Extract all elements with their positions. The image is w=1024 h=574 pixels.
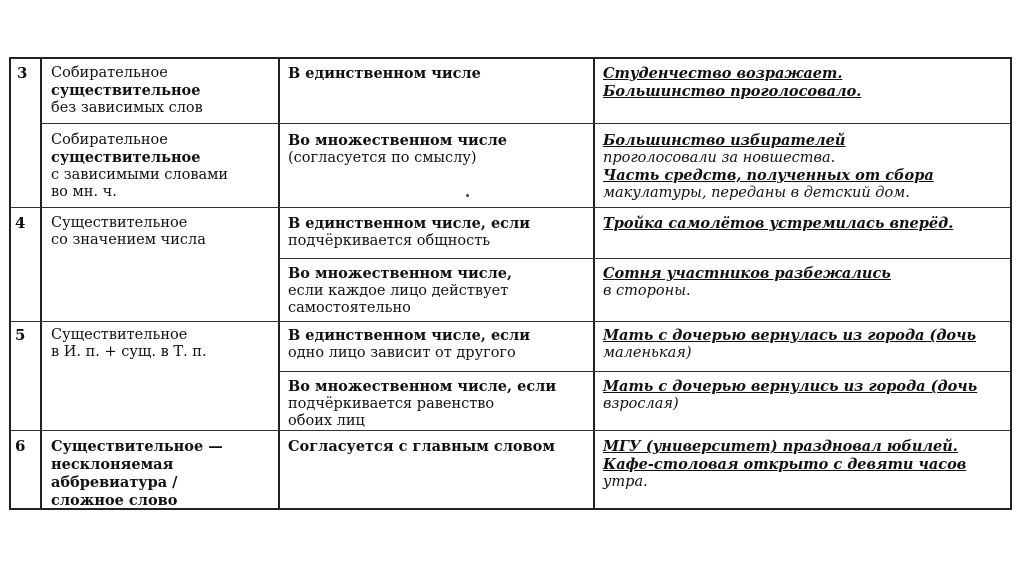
subject-cell (51, 65, 203, 117)
subject-line: со значением числа (51, 232, 206, 248)
example-cell (603, 378, 977, 413)
subject-line: Существительное (51, 215, 188, 231)
subject-cell (51, 327, 207, 361)
rule-line: если каждое лицо действует (288, 283, 509, 299)
example-line: Студенчество возражает. (603, 65, 843, 82)
row-number: 4 (15, 214, 26, 232)
row-divider (278, 371, 1010, 372)
example-line: проголосовали за новшества. (603, 150, 836, 166)
example-line: Мать с дочерью вернулась из города (дочь (603, 327, 977, 344)
example-line: Часть средств, полученных от сбора (603, 167, 934, 184)
subject-cell (51, 132, 228, 201)
example-line: утра. (603, 474, 648, 490)
subject-line: Существительное (51, 327, 188, 343)
rule-line: Согласуется с главным словом (288, 438, 555, 455)
example-line: макулатуры, переданы в детский дом. (603, 185, 910, 201)
row-number: 5 (15, 326, 26, 344)
subject-line: с зависимыми словами (51, 167, 229, 183)
subject-line: Собирательное (51, 65, 168, 81)
example-line: МГУ (университет) праздновал юбилей. (603, 438, 958, 455)
rule-line: одно лицо зависит от другого (288, 345, 516, 361)
col-divider (40, 59, 42, 508)
rule-line: обоих лиц (288, 413, 365, 429)
example-cell (603, 438, 966, 491)
example-line: Сотня участников разбежались (603, 265, 891, 282)
subject-cell (51, 438, 223, 510)
example-cell (603, 265, 891, 300)
row-number: 3 (17, 64, 28, 82)
rule-cell (288, 438, 555, 456)
scan-dot (466, 194, 469, 197)
subject-line: Собирательное (51, 132, 168, 148)
rule-line: (согласуется по смыслу) (288, 150, 477, 166)
rule-line: подчёркивается равенство (288, 396, 495, 412)
example-line: взрослая) (603, 396, 679, 412)
row-number: 6 (15, 437, 26, 455)
example-cell (603, 65, 861, 101)
example-line: Мать с дочерью вернулись из города (дочь (603, 378, 978, 395)
example-line: Тройка самолётов устремилась вперёд. (603, 215, 954, 232)
subject-cell (51, 215, 206, 249)
rule-line: подчёркивается общность (288, 233, 491, 249)
subject-line: существительное (51, 82, 201, 99)
rule-cell (288, 132, 507, 167)
rule-line: Во множественном числе, (288, 265, 513, 282)
row-divider (11, 321, 1010, 322)
row-divider (278, 258, 1010, 259)
example-line: в стороны. (603, 283, 691, 299)
example-line: маленькая) (603, 345, 692, 361)
rule-line: Во множественном числе (288, 132, 508, 149)
rule-cell (288, 65, 481, 83)
example-line: Большинство избирателей (603, 132, 846, 149)
rule-line: В единственном числе (288, 65, 481, 82)
grammar-agreement-table (9, 57, 1012, 510)
rule-cell (288, 215, 530, 250)
subject-line: существительное (51, 149, 201, 166)
subject-line: Существительное — (51, 438, 223, 455)
col-divider (278, 59, 280, 508)
rule-cell (288, 327, 530, 362)
rule-line: самостоятельно (288, 300, 411, 316)
col-divider (593, 59, 595, 508)
rule-cell (288, 378, 556, 430)
rule-cell (288, 265, 512, 317)
subject-line: в И. п. + сущ. в Т. п. (51, 344, 207, 360)
subject-line: во мн. ч. (51, 184, 117, 200)
example-cell (603, 215, 953, 233)
subject-line: несклоняемая (51, 456, 174, 473)
rule-line: Во множественном числе, если (288, 378, 557, 395)
row-divider (11, 430, 1010, 431)
row-divider (11, 207, 1010, 208)
example-line: Большинство проголосовало. (603, 83, 862, 100)
example-line: Кафе-столовая открыто с девяти часов (603, 456, 967, 473)
example-cell (603, 132, 934, 202)
subject-line: без зависимых слов (51, 100, 203, 116)
rule-line: В единственном числе, если (288, 215, 530, 232)
rule-line: В единственном числе, если (288, 327, 530, 344)
example-cell (603, 327, 976, 362)
subject-line: аббревиатура / (51, 474, 178, 491)
row-divider (40, 123, 1010, 124)
subject-line: сложное слово (51, 492, 178, 509)
